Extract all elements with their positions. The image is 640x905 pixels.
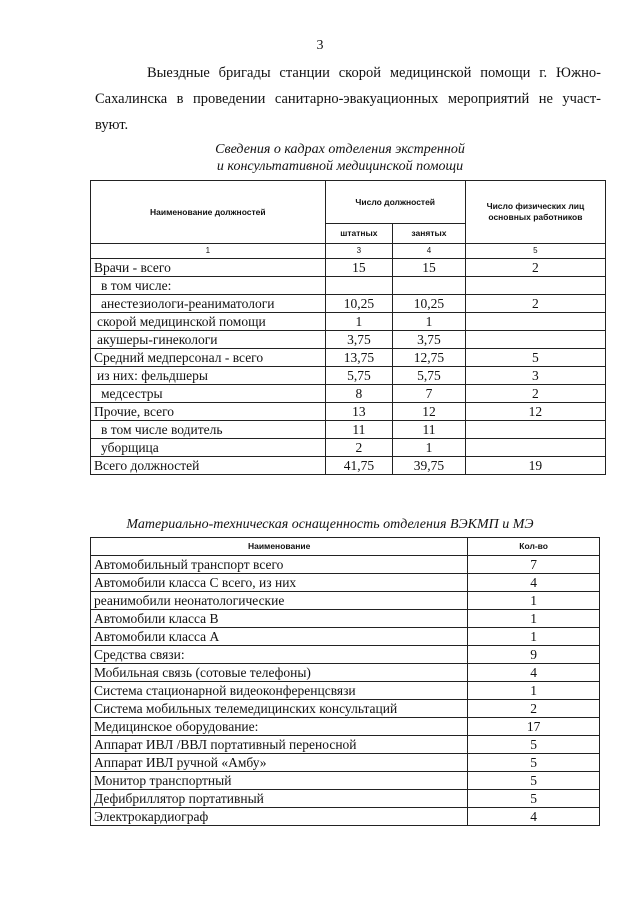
row-individuals bbox=[465, 439, 605, 457]
table-row bbox=[91, 277, 606, 295]
staff-table bbox=[90, 180, 606, 475]
item-name: Автомобили класса А bbox=[91, 628, 468, 646]
table-row bbox=[91, 556, 600, 574]
table-row bbox=[91, 313, 606, 331]
row-name: Всего должностей bbox=[91, 457, 326, 475]
row-occupied: 7 bbox=[393, 385, 466, 403]
row-occupied: 10,25 bbox=[393, 295, 466, 313]
row-staffed: 13 bbox=[325, 403, 392, 421]
table-row bbox=[91, 457, 606, 475]
intro-line-3: вуют. bbox=[95, 117, 129, 133]
item-qty: 4 bbox=[468, 664, 600, 682]
row-occupied: 12,75 bbox=[393, 349, 466, 367]
column-number: 5 bbox=[465, 244, 605, 259]
header-position: Наименование должностей bbox=[91, 181, 326, 244]
item-qty: 9 bbox=[468, 646, 600, 664]
row-staffed bbox=[325, 277, 392, 295]
table-row bbox=[91, 790, 600, 808]
item-qty: 4 bbox=[468, 808, 600, 826]
table-row bbox=[91, 736, 600, 754]
row-name: в том числе: bbox=[91, 277, 326, 295]
row-staffed: 1 bbox=[325, 313, 392, 331]
table-row bbox=[91, 592, 600, 610]
row-staffed: 11 bbox=[325, 421, 392, 439]
table-row bbox=[91, 403, 606, 421]
row-individuals: 5 bbox=[465, 349, 605, 367]
row-name: медсестры bbox=[91, 385, 326, 403]
row-name: в том числе водитель bbox=[91, 421, 326, 439]
table-row bbox=[91, 772, 600, 790]
table-row bbox=[91, 331, 606, 349]
column-number: 3 bbox=[325, 244, 392, 259]
item-name: Автомобили класса В bbox=[91, 610, 468, 628]
row-occupied: 3,75 bbox=[393, 331, 466, 349]
row-individuals: 2 bbox=[465, 385, 605, 403]
column-number: 1 bbox=[91, 244, 326, 259]
table-row bbox=[91, 700, 600, 718]
item-name: Мобильная связь (сотовые телефоны) bbox=[91, 664, 468, 682]
item-name: Автомобили класса С всего, из них bbox=[91, 574, 468, 592]
item-name: Средства связи: bbox=[91, 646, 468, 664]
item-qty: 7 bbox=[468, 556, 600, 574]
table-row bbox=[91, 259, 606, 277]
column-number: 4 bbox=[393, 244, 466, 259]
column-number-row bbox=[91, 244, 606, 259]
row-individuals: 3 bbox=[465, 367, 605, 385]
item-name: Медицинское оборудование: bbox=[91, 718, 468, 736]
row-staffed: 13,75 bbox=[325, 349, 392, 367]
table-row bbox=[91, 367, 606, 385]
row-name: анестезиологи-реаниматологи bbox=[91, 295, 326, 313]
item-qty: 5 bbox=[468, 736, 600, 754]
row-individuals: 2 bbox=[465, 295, 605, 313]
header-staffed: штатных bbox=[325, 224, 392, 244]
row-individuals bbox=[465, 277, 605, 295]
row-occupied: 12 bbox=[393, 403, 466, 421]
row-occupied: 11 bbox=[393, 421, 466, 439]
row-name: уборщица bbox=[91, 439, 326, 457]
intro-paragraph bbox=[95, 60, 601, 138]
row-staffed: 5,75 bbox=[325, 367, 392, 385]
intro-line-1: Выездные бригады станции скорой медицинской помощи г. Южно- bbox=[147, 65, 601, 81]
item-qty: 17 bbox=[468, 718, 600, 736]
item-qty: 5 bbox=[468, 790, 600, 808]
table-row bbox=[91, 754, 600, 772]
staff-table-caption bbox=[60, 141, 620, 175]
table-row bbox=[91, 718, 600, 736]
item-qty: 4 bbox=[468, 574, 600, 592]
table-row bbox=[91, 682, 600, 700]
table-row bbox=[91, 628, 600, 646]
row-name: скорой медицинской помощи bbox=[91, 313, 326, 331]
row-occupied: 5,75 bbox=[393, 367, 466, 385]
row-individuals: 2 bbox=[465, 259, 605, 277]
row-name: из них: фельдшеры bbox=[91, 367, 326, 385]
table-row bbox=[91, 646, 600, 664]
item-name: Дефибриллятор портативный bbox=[91, 790, 468, 808]
header-individuals: Число физических лиц основных работников bbox=[465, 181, 605, 244]
header-occupied: занятых bbox=[393, 224, 466, 244]
item-qty: 1 bbox=[468, 610, 600, 628]
item-qty: 1 bbox=[468, 682, 600, 700]
staff-caption-line-2: и консультативной медицинской помощи bbox=[216, 159, 464, 174]
row-occupied: 39,75 bbox=[393, 457, 466, 475]
table-row bbox=[91, 610, 600, 628]
table-row bbox=[91, 664, 600, 682]
equipment-table-caption: Материально-техническая оснащенность отделения ВЭКМП и МЭ bbox=[126, 517, 534, 532]
staff-caption-line-1: Сведения о кадрах отделения экстренной bbox=[215, 142, 465, 157]
table-row bbox=[91, 385, 606, 403]
row-staffed: 8 bbox=[325, 385, 392, 403]
page-number: 3 bbox=[316, 38, 324, 53]
row-name: Средний медперсонал - всего bbox=[91, 349, 326, 367]
row-occupied bbox=[393, 277, 466, 295]
row-occupied: 1 bbox=[393, 313, 466, 331]
row-staffed: 10,25 bbox=[325, 295, 392, 313]
item-name: Автомобильный транспорт всего bbox=[91, 556, 468, 574]
row-individuals bbox=[465, 331, 605, 349]
item-name: Электрокардиограф bbox=[91, 808, 468, 826]
header-name: Наименование bbox=[91, 538, 468, 556]
table-row bbox=[91, 421, 606, 439]
table-row bbox=[91, 295, 606, 313]
table-row bbox=[91, 349, 606, 367]
item-qty: 5 bbox=[468, 772, 600, 790]
row-occupied: 1 bbox=[393, 439, 466, 457]
row-individuals bbox=[465, 421, 605, 439]
item-qty: 1 bbox=[468, 628, 600, 646]
item-name: Система мобильных телемедицинских консультаций bbox=[91, 700, 468, 718]
row-occupied: 15 bbox=[393, 259, 466, 277]
intro-line-2: Сахалинска в проведении санитарно-эвакуационных мероприятий не участ- bbox=[95, 91, 601, 107]
row-staffed: 2 bbox=[325, 439, 392, 457]
item-name: Монитор транспортный bbox=[91, 772, 468, 790]
row-name: Прочие, всего bbox=[91, 403, 326, 421]
table-row bbox=[91, 574, 600, 592]
item-name: Аппарат ИВЛ ручной «Амбу» bbox=[91, 754, 468, 772]
row-name: акушеры-гинекологи bbox=[91, 331, 326, 349]
item-qty: 5 bbox=[468, 754, 600, 772]
row-staffed: 15 bbox=[325, 259, 392, 277]
row-individuals: 19 bbox=[465, 457, 605, 475]
equipment-table bbox=[90, 537, 600, 826]
table-row bbox=[91, 439, 606, 457]
item-name: Аппарат ИВЛ /ВВЛ портативный переносной bbox=[91, 736, 468, 754]
header-qty: Кол-во bbox=[468, 538, 600, 556]
row-staffed: 3,75 bbox=[325, 331, 392, 349]
table-row bbox=[91, 808, 600, 826]
item-name: Система стационарной видеоконференцсвязи bbox=[91, 682, 468, 700]
item-name: реанимобили неонатологические bbox=[91, 592, 468, 610]
item-qty: 1 bbox=[468, 592, 600, 610]
row-name: Врачи - всего bbox=[91, 259, 326, 277]
row-individuals: 12 bbox=[465, 403, 605, 421]
item-qty: 2 bbox=[468, 700, 600, 718]
row-staffed: 41,75 bbox=[325, 457, 392, 475]
header-num-positions: Число должностей bbox=[325, 181, 465, 224]
row-individuals bbox=[465, 313, 605, 331]
